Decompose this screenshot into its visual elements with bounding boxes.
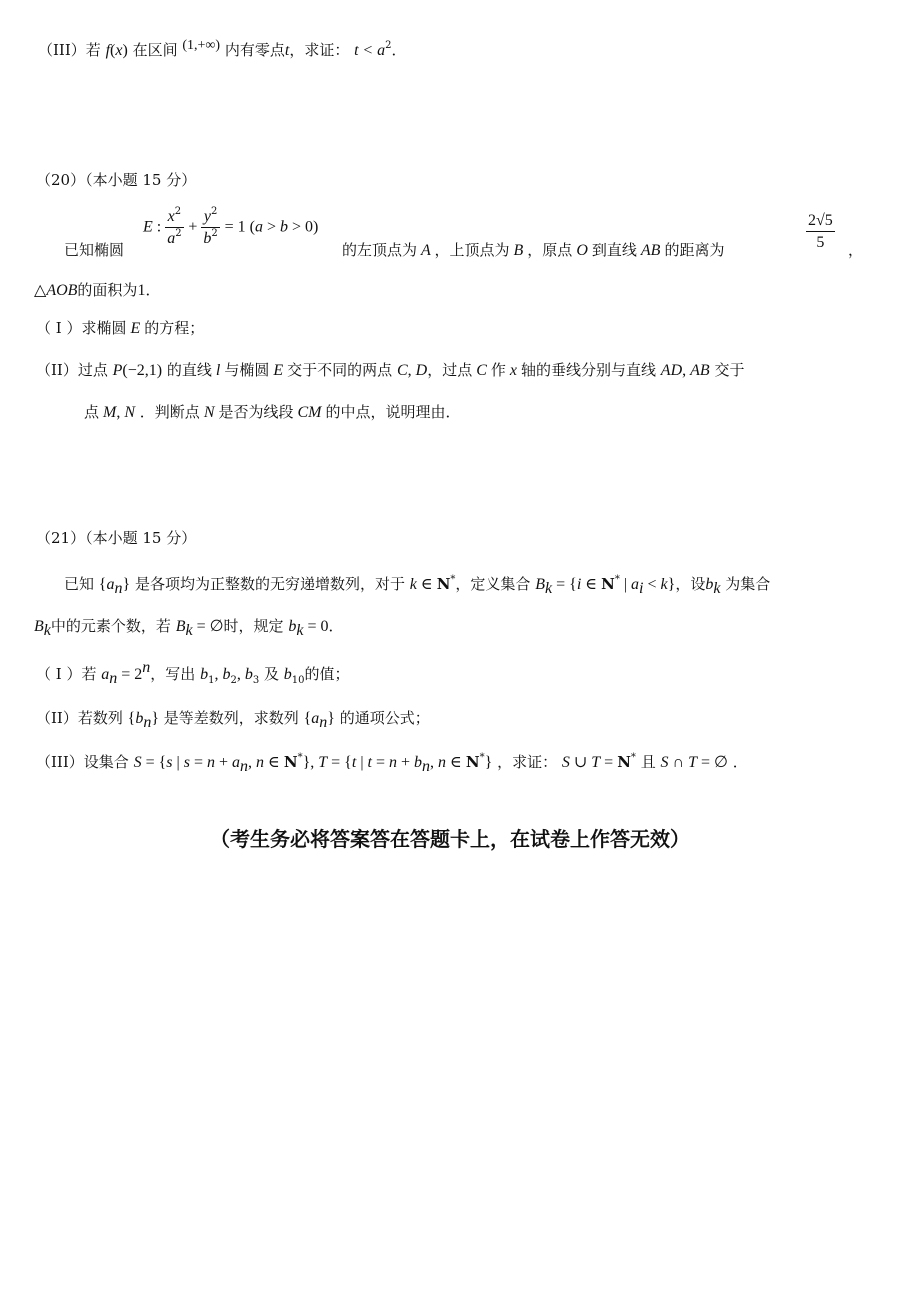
q20-ellipse-formula: E : $\frac{x^2}{a^2}$ + $\frac{y^2}{b^2}$ = 1 (a > b > 0) <box>143 206 319 247</box>
math-fx: f <box>105 42 111 59</box>
q21-part1: （ I ）若 $a_n = 2^n$，写出 $b_1$, $b_2$, $b_3$ 及 $b_{10}$的值； <box>36 659 350 687</box>
q19-part3: （III）若 f(x) 在区间 $^{(1,+\infty)}$ 内有零点t，求证： $t < a^2$． <box>38 38 407 59</box>
q20-part2-line2: 点 M, N ．判断点 N 是否为线段 CM 的中点，说明理由． <box>84 403 461 421</box>
q21-part2: （II）若数列 $\{b_n\}$ 是等差数列，求数列 $\{a_n\}$ 的通项公式； <box>36 709 430 731</box>
q20-area: △AOB的面积为1． <box>34 281 161 299</box>
q20-intro: 已知椭圆 <box>64 241 125 259</box>
q20-header: （20）（本小题 15 分） <box>36 171 197 189</box>
q21-intro-line1: 已知 $\{a_n\}$ 是各项均为正整数的无穷递增数列，对于 k ∈ N*，定义集合 $B_k = \{i$ ∈ N* | $a_i < k$}，设$b_k$ 为集合 <box>64 574 771 597</box>
q19-part3-label: （III）若 <box>38 41 101 59</box>
q20-intro-comma: ， <box>848 241 864 259</box>
q20-part1: （ I ）求椭圆 E 的方程； <box>36 319 205 337</box>
math-interval: (1,+∞) <box>182 38 221 53</box>
q21-header: （21）（本小题 15 分） <box>36 529 197 547</box>
q20-intro-cont: 的左顶点为 A ，上顶点为 B ，原点 O 到直线 AB 的距离为 <box>342 241 725 259</box>
q20-distance-fraction: $\frac{2√5}{5}$ <box>808 212 833 251</box>
q20-part2-line1: （II）过点 P(−2,1) 的直线 l 与椭圆 E 交于不同的两点 C, D，过点 C 作 x 轴的垂线分别与直线 AD, AB 交于 <box>36 361 745 379</box>
q21-part3: （III）设集合 S = {s | $s = n + a_n$, n ∈ N*}, T = {t | $t = n + b_n$, n ∈ N*} ，求证： S ∪ T = N* 且 S ∩ T = ∅ ． <box>36 752 748 775</box>
exam-notice: （考生务必将答案答在答题卡上，在试卷上作答无效） <box>210 827 690 851</box>
q21-intro-line2: $B_k$中的元素个数，若 $B_k$ = ∅时，规定 $b_k = 0$． <box>34 617 344 639</box>
math-t-lt-a2: t <box>354 42 359 59</box>
